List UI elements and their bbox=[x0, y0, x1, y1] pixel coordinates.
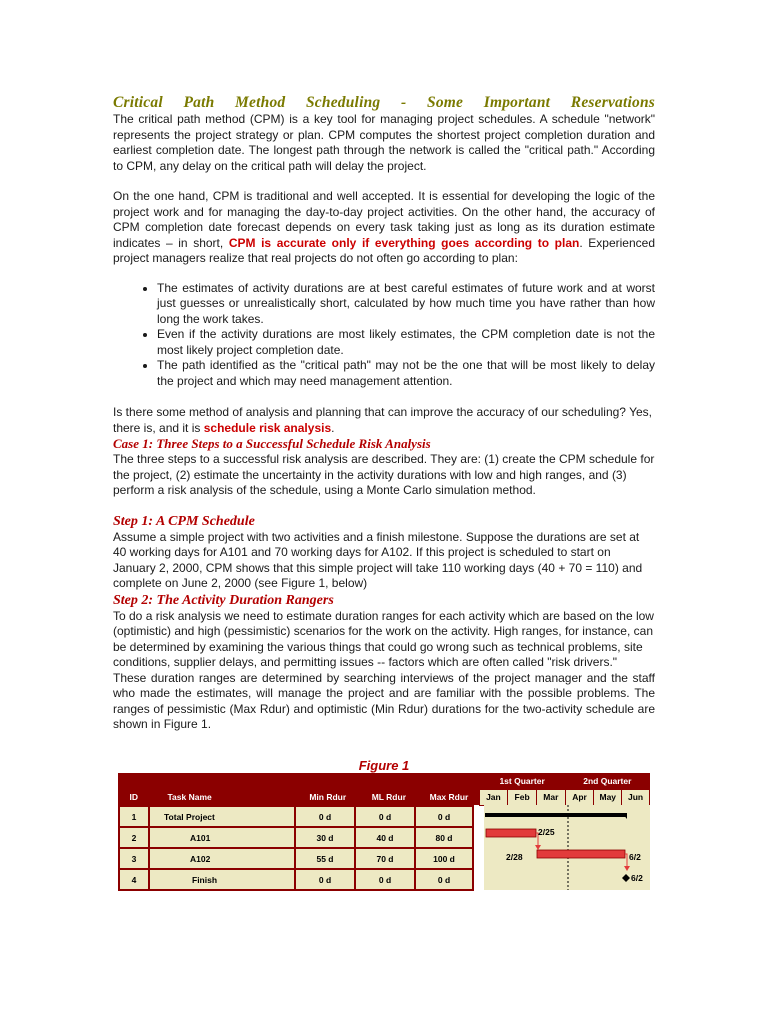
row-ml-rdur: 40 d bbox=[355, 827, 415, 848]
month-jun: Jun bbox=[622, 789, 650, 805]
table-row bbox=[119, 806, 473, 827]
row-id: 3 bbox=[119, 848, 149, 869]
gantt-table bbox=[118, 773, 650, 806]
analysis-highlight: schedule risk analysis bbox=[203, 420, 332, 435]
document-body bbox=[113, 94, 655, 733]
step2-heading: Step 2: The Activity Duration Rangers bbox=[113, 592, 334, 608]
row-min-rdur: 30 d bbox=[295, 827, 355, 848]
row-ml-rdur: 0 d bbox=[355, 806, 415, 827]
row-task-name: A102 bbox=[149, 848, 295, 869]
cpm-highlight: CPM is accurate only if everything goes according to plan bbox=[228, 235, 580, 250]
row-ml-rdur: 70 d bbox=[355, 848, 415, 869]
month-feb: Feb bbox=[508, 789, 537, 805]
figure-title: Figure 1 bbox=[358, 758, 410, 773]
table-row bbox=[119, 869, 473, 890]
row-min-rdur: 0 d bbox=[295, 806, 355, 827]
row-max-rdur: 0 d bbox=[415, 806, 473, 827]
cpm-paragraph-tail: . Experienced project managers realize that real projects do not often go according to plan: bbox=[113, 235, 655, 265]
gantt-chart-area bbox=[484, 805, 650, 890]
a101-link-arrowhead bbox=[535, 845, 541, 850]
row-id: 2 bbox=[119, 827, 149, 848]
col-header-min: Min Rdur bbox=[297, 789, 358, 805]
header-spacer bbox=[118, 773, 479, 789]
step1-text: Assume a simple project with two activities and a finish milestone. Suppose the durations are set at 40 working days for A101 and 70 working days for A102. If this project is scheduled to start on January 2, 2000, CPM shows that this simple project will take 110 working days (40 + 70 = 110) and complete on June 2, 2000 (see Figure 1, below) bbox=[113, 529, 643, 590]
a102-start-label: 2/28 bbox=[506, 852, 523, 862]
row-task-name: A101 bbox=[149, 827, 295, 848]
row-min-rdur: 55 d bbox=[295, 848, 355, 869]
step2-text: To do a risk analysis we need to estimate duration ranges for each activity which are based on the low (optimistic) and high (pessimistic) scenarios for the work on the activity. High ranges, for instance, can be determined by examining the various things that could go wrong such as technical problems, site conditions, supplier delays, and permitting issues -- factors which are often called "risk drivers." bbox=[113, 608, 654, 669]
case1-text: The three steps to a successful risk analysis are described. They are: (1) create the CPM schedule for the project, (2) estimate the uncertainty in the activity durations with low and high ranges, and (3) perform a risk analysis of the schedule, using a Monte Carlo simulation method. bbox=[113, 452, 655, 497]
cpm-paragraph bbox=[113, 189, 655, 267]
month-apr: Apr bbox=[565, 789, 594, 805]
a102-bar bbox=[537, 850, 625, 858]
analysis-paragraph-text: Is there some method of analysis and planning that can improve the accuracy of our scheduling? Yes, there is, and it is bbox=[113, 405, 652, 435]
row-task-name: Finish bbox=[149, 869, 295, 890]
row-max-rdur: 80 d bbox=[415, 827, 473, 848]
finish-date-label: 6/2 bbox=[631, 873, 643, 883]
quarter-1-label: 1st Quarter bbox=[479, 773, 565, 789]
a101-bar bbox=[486, 829, 536, 837]
finish-milestone-diamond bbox=[622, 874, 630, 882]
col-header-ml: ML Rdur bbox=[358, 789, 419, 805]
analysis-paragraph-tail: . bbox=[331, 420, 335, 435]
step1-heading: Step 1: A CPM Schedule bbox=[113, 513, 255, 529]
col-header-task: Task Name bbox=[150, 789, 298, 805]
cpm-paragraph-text: On the one hand, CPM is traditional and well accepted. It is essential for developing the logic of the project work and for managing the day-to-day project activities. On the other hand, the accuracy of CPM completion date forecast depends on every task taking just as long as its duration estimate indicates – in short, bbox=[113, 189, 655, 250]
row-max-rdur: 100 d bbox=[415, 848, 473, 869]
month-jan: Jan bbox=[479, 789, 508, 805]
col-header-id: ID bbox=[118, 789, 150, 805]
list-item: • The estimates of activity durations are at best careful estimates of future work and at worst just guesses or unrealistically short, calculated by how much time you have rather than how long the work takes. bbox=[157, 281, 655, 328]
step2-text-continued: These duration ranges are determined by searching interviews of the project manager and the staff who made the estimates, will manage the project and are familiar with the possible problems. The ranges of pessimistic (Max Rdur) and optimistic (Min Rdur) durations for the two-activity schedule are shown in Figure 1. bbox=[113, 670, 655, 731]
total-project-summary-bar bbox=[485, 813, 627, 819]
row-id: 4 bbox=[119, 869, 149, 890]
a101-end-label: 2/25 bbox=[538, 827, 555, 837]
reservation-list bbox=[113, 281, 655, 390]
row-min-rdur: 0 d bbox=[295, 869, 355, 890]
row-max-rdur: 0 d bbox=[415, 869, 473, 890]
a102-end-label: 6/2 bbox=[629, 852, 641, 862]
month-mar: Mar bbox=[536, 789, 565, 805]
quarter-2-label: 2nd Quarter bbox=[565, 773, 649, 789]
table-row bbox=[119, 848, 473, 869]
document-title: Critical Path Method Scheduling - Some Important Reservations bbox=[113, 94, 655, 111]
row-id: 1 bbox=[119, 806, 149, 827]
table-row bbox=[119, 827, 473, 848]
row-ml-rdur: 0 d bbox=[355, 869, 415, 890]
a102-link-arrowhead bbox=[624, 866, 630, 871]
month-may: May bbox=[594, 789, 622, 805]
col-header-max: Max Rdur bbox=[419, 789, 479, 805]
gantt-rows bbox=[118, 805, 474, 891]
list-item: • The path identified as the "critical path" may not be the one that will be most likely to delay the project and which may need management attention. bbox=[157, 358, 655, 389]
gantt-bars bbox=[484, 805, 650, 890]
list-item: • Even if the activity durations are most likely estimates, the CPM completion date is not the most likely project completion date. bbox=[157, 327, 655, 358]
row-task-name: Total Project bbox=[149, 806, 295, 827]
case1-heading: Case 1: Three Steps to a Successful Schedule Risk Analysis bbox=[113, 436, 431, 451]
intro-paragraph: The critical path method (CPM) is a key tool for managing project schedules. A schedule "network" represents the project strategy or plan. CPM computes the shortest project completion duration and earliest completion date. The longest path through the network is called the "critical path." According to CPM, any delay on the critical path will delay the project. bbox=[113, 112, 655, 173]
analysis-paragraph bbox=[113, 405, 655, 436]
gantt-figure bbox=[118, 773, 650, 890]
